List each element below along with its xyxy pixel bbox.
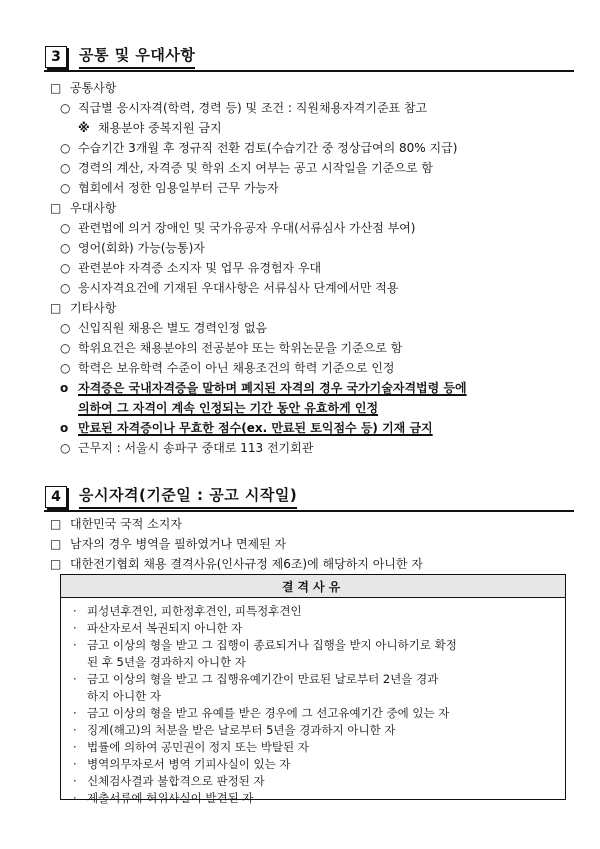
table-row-continued: 된 후 5년을 경과하지 아니한 자 [87, 655, 246, 669]
square-bullet-icon: □ [50, 517, 62, 531]
group-heading: □ 기타사항 [50, 301, 117, 315]
table-header: 결격사유 [61, 575, 565, 598]
table-row: · 제출서류에 허위사실이 발견된 자 [73, 791, 254, 805]
note-item: ※ 채용분야 중복지원 금지 [78, 121, 222, 135]
circle-bullet-icon: ○ [60, 161, 71, 175]
circle-bullet-icon: o [60, 381, 69, 395]
circle-bullet-icon: ○ [60, 281, 71, 295]
list-item: ○ 협회에서 정한 임용일부터 근무 가능자 [60, 181, 279, 195]
dot-bullet-icon: · [73, 757, 77, 771]
table-row-continued: 하지 아니한 자 [87, 689, 161, 703]
square-bullet-icon: □ [50, 201, 62, 215]
dot-bullet-icon: · [73, 604, 77, 618]
square-bullet-icon: □ [50, 537, 62, 551]
section-title: 공통 및 우대사항 [79, 44, 195, 69]
reference-mark-icon: ※ [78, 121, 90, 135]
list-item: □ 대한민국 국적 소지자 [50, 517, 182, 531]
list-item: □ 대한전기협회 채용 결격사유(인사규정 제6조)에 해당하지 아니한 자 [50, 557, 423, 571]
circle-bullet-icon: ○ [60, 441, 71, 455]
table-row: · 금고 이상의 형을 받고 유예를 받은 경우에 그 선고유예기간 중에 있는 자 [73, 706, 450, 720]
dot-bullet-icon: · [73, 638, 77, 652]
section-divider [44, 510, 574, 512]
section-number-box: 4 [45, 486, 67, 508]
section-4-header [45, 484, 297, 509]
dot-bullet-icon: · [73, 740, 77, 754]
dot-bullet-icon: · [73, 706, 77, 720]
circle-bullet-icon: ○ [60, 241, 71, 255]
list-item: ○ 수습기간 3개월 후 정규직 전환 검토(수습기간 중 정상급여의 80% 지급) [60, 141, 458, 155]
dot-bullet-icon: · [73, 672, 77, 686]
list-item: ○ 학위요건은 채용분야의 전공분야 또는 학위논문을 기준으로 함 [60, 341, 403, 355]
group-heading: □ 우대사항 [50, 201, 117, 215]
square-bullet-icon: □ [50, 301, 62, 315]
list-item: ○ 근무지 : 서울시 송파구 중대로 113 전기회관 [60, 441, 314, 455]
list-item: ○ 직급별 응시자격(학력, 경력 등) 및 조건 : 직원채용자격기준표 참고 [60, 101, 428, 115]
table-row: · 신체검사결과 불합격으로 판정된 자 [73, 774, 265, 788]
section-divider [44, 70, 574, 72]
list-item: ○ 학력은 보유학력 수준이 아닌 채용조건의 학력 기준으로 인정 [60, 361, 395, 375]
square-bullet-icon: □ [50, 81, 62, 95]
table-row: · 파산자로서 복권되지 아니한 자 [73, 621, 243, 635]
list-item: ○ 관련분야 자격증 소지자 및 업무 유경험자 우대 [60, 261, 322, 275]
circle-bullet-icon: ○ [60, 261, 71, 275]
table-row: · 병역의무자로서 병역 기피사실이 있는 자 [73, 757, 291, 771]
circle-bullet-icon: ○ [60, 181, 71, 195]
emphasized-item-continued: 의하여 그 자격이 계속 인정되는 기간 동안 유효하게 인정 [78, 401, 379, 415]
emphasized-item: o 만료된 자격증이나 무효한 점수(ex. 만료된 토익점수 등) 기재 금지 [60, 421, 433, 435]
list-item: ○ 경력의 계산, 자격증 및 학위 소지 여부는 공고 시작일을 기준으로 함 [60, 161, 433, 175]
list-item: ○ 관련법에 의거 장애인 및 국가유공자 우대(서류심사 가산점 부여) [60, 221, 416, 235]
circle-bullet-icon: ○ [60, 141, 71, 155]
section-title: 응시자격(기준일 : 공고 시작일) [79, 484, 297, 509]
dot-bullet-icon: · [73, 621, 77, 635]
table-row: · 법률에 의하여 공민권이 정지 또는 박탈된 자 [73, 740, 309, 754]
section-3-header [45, 44, 195, 69]
emphasized-item: o 자격증은 국내자격증을 말하며 폐지된 자격의 경우 국가기술자격법령 등에 [60, 381, 467, 395]
circle-bullet-icon: ○ [60, 101, 71, 115]
list-item: ○ 영어(회화) 가능(능통)자 [60, 241, 205, 255]
list-item: ○ 응시자격요건에 기재된 우대사항은 서류심사 단계에서만 적용 [60, 281, 399, 295]
circle-bullet-icon: ○ [60, 221, 71, 235]
table-row: · 징계(해고)의 처분을 받은 날로부터 5년을 경과하지 아니한 자 [73, 723, 396, 737]
dot-bullet-icon: · [73, 723, 77, 737]
table-row: · 금고 이상의 형을 받고 그 집행유예기간이 만료된 날로부터 2년을 경과 [73, 672, 439, 686]
square-bullet-icon: □ [50, 557, 62, 571]
group-heading: □ 공통사항 [50, 81, 117, 95]
circle-bullet-icon: ○ [60, 321, 71, 335]
dot-bullet-icon: · [73, 774, 77, 788]
dot-bullet-icon: · [73, 791, 77, 805]
disqualification-table [60, 574, 566, 805]
list-item: □ 남자의 경우 병역을 필하였거나 면제된 자 [50, 537, 287, 551]
table-row: · 피성년후견인, 피한정후견인, 피특정후견인 [73, 604, 302, 618]
circle-bullet-icon: ○ [60, 341, 71, 355]
circle-bullet-icon: o [60, 421, 69, 435]
circle-bullet-icon: ○ [60, 361, 71, 375]
table-row: · 금고 이상의 형을 받고 그 집행이 종료되거나 집행을 받지 아니하기로 확정 [73, 638, 457, 652]
section-number-box: 3 [45, 46, 67, 68]
list-item: ○ 신입직원 채용은 별도 경력인정 없음 [60, 321, 268, 335]
